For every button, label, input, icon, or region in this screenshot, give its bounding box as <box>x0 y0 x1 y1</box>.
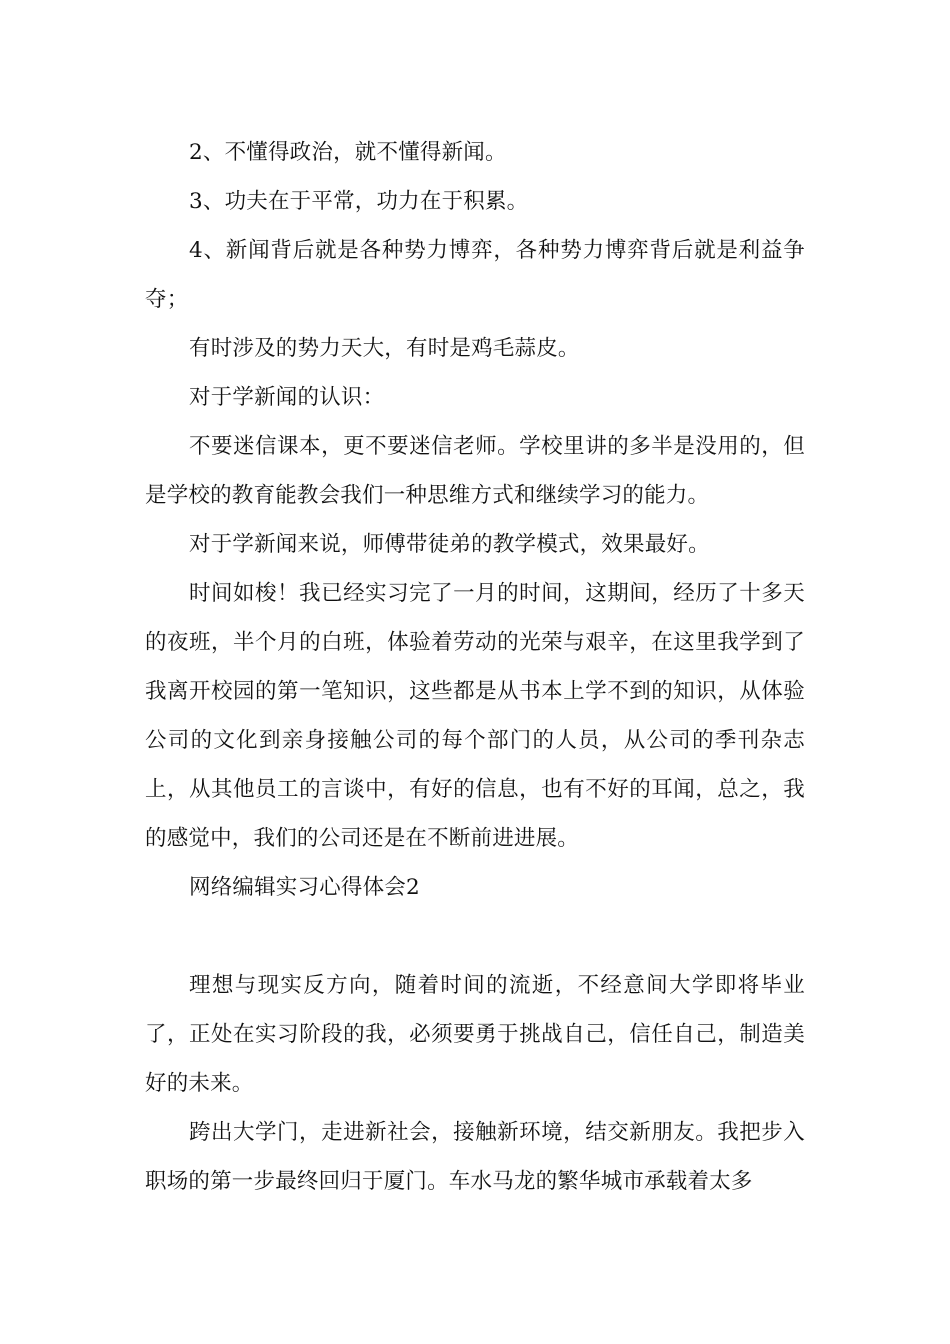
paragraph-point-4: 4、新闻背后就是各种势力博弈，各种势力博弈背后就是利益争夺； <box>145 238 805 312</box>
document-body <box>145 128 805 1206</box>
paragraph-internship-month: 时间如梭！我已经实习完了一月的时间，这期间，经历了十多天的夜班，半个月的白班，体验着劳动的光荣与艰辛，在这里我学到了我离开校园的第一笔知识，这些都是从书本上学不到的知识，从体验公司的文化到亲身接触公司的每个部门的人员，从公司的季刊杂志上，从其他员工的言谈中，有好的信息，也有不好的耳闻，总之，我的感觉中，我们的公司还是在不断前进进展。 <box>145 581 805 851</box>
section-title: 网络编辑实习心得体会2 <box>189 875 420 900</box>
paragraph-textbook: 不要迷信课本，更不要迷信老师。学校里讲的多半是没用的，但是学校的教育能教会我们一种思维方式和继续学习的能力。 <box>145 434 805 508</box>
paragraph-point-3: 3、功夫在于平常，功力在于积累。 <box>189 189 529 214</box>
paragraph-influence: 有时涉及的势力天大，有时是鸡毛蒜皮。 <box>189 336 580 361</box>
blank-line <box>145 912 805 961</box>
paragraph-point-2: 2、不懂得政治，就不懂得新闻。 <box>189 140 507 165</box>
paragraph-apprentice: 对于学新闻来说，师傅带徒弟的教学模式，效果最好。 <box>189 532 710 557</box>
paragraph-learning-heading: 对于学新闻的认识： <box>189 385 385 410</box>
paragraph-xiamen: 跨出大学门，走进新社会，接触新环境，结交新朋友。我把步入职场的第一步最终回归于厦门。车水马龙的繁华城市承载着太多 <box>145 1120 805 1194</box>
paragraph-ideal-reality: 理想与现实反方向，随着时间的流逝，不经意间大学即将毕业了，正处在实习阶段的我，必须要勇于挑战自己，信任自己，制造美好的未来。 <box>145 973 805 1096</box>
